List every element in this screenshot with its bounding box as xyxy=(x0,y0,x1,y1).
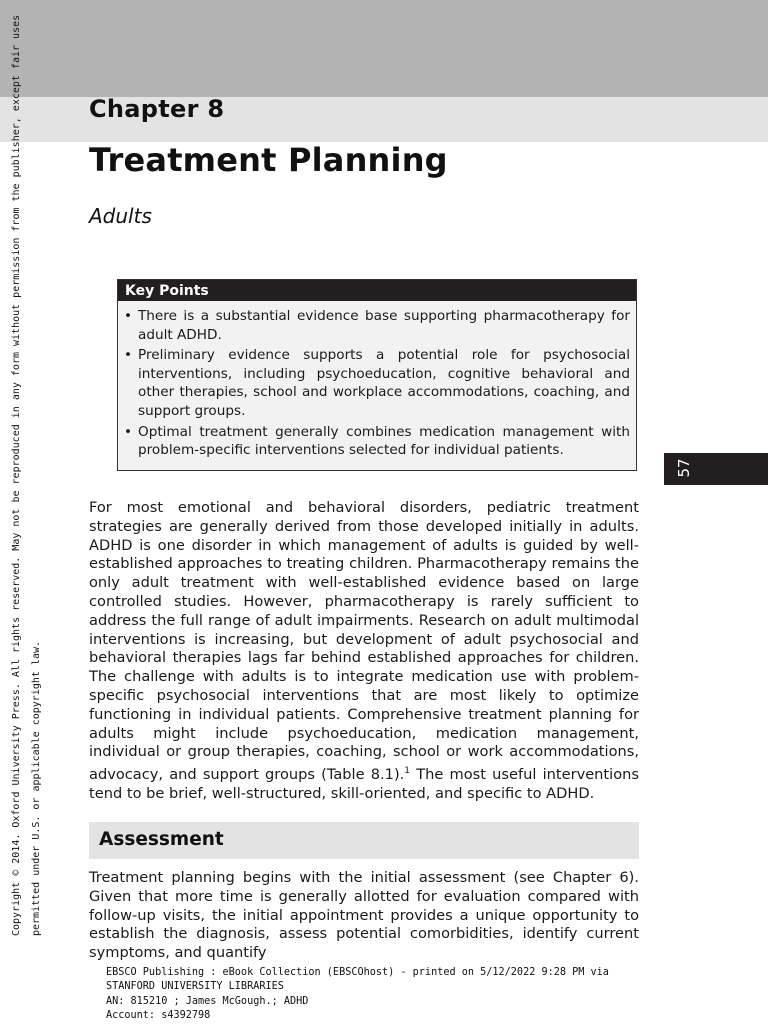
footer-line: AN: 815210 ; James McGough.; ADHD xyxy=(106,995,309,1007)
key-point-text: There is a substantial evidence base supporting pharmacotherapy for adult ADHD. xyxy=(138,308,630,343)
copyright-notice-2: permitted under U.S. or applicable copyright law. xyxy=(31,640,42,936)
bullet-icon: • xyxy=(124,423,133,440)
key-points-list xyxy=(118,301,636,460)
key-point-item xyxy=(124,423,630,460)
copyright-notice: Copyright © 2014. Oxford University Press. All rights reserved. May not be reproduced in any form without permission from the publisher, except fair uses xyxy=(11,14,22,936)
key-point-item xyxy=(124,346,630,420)
footnote-ref: 1 xyxy=(404,766,411,777)
key-point-text: Preliminary evidence supports a potential role for psychosocial interventions, including psychoeducation, cognitive behavioral and other therapies, school and workplace accommodations, coaching, and support groups. xyxy=(138,347,630,419)
key-points-header: Key Points xyxy=(118,280,636,301)
footer-line: Account: s4392798 xyxy=(106,1009,211,1021)
body-paragraph xyxy=(89,499,639,804)
bullet-icon: • xyxy=(124,347,133,364)
key-point-item xyxy=(124,307,630,344)
bullet-icon: • xyxy=(124,308,133,324)
chapter-subtitle: Adults xyxy=(89,204,152,228)
paragraph-text-end: The most useful interventions tend to be brief, well-structured, skill-oriented, and specific to ADHD. xyxy=(89,766,639,802)
key-points-box xyxy=(117,279,637,471)
body-paragraph-assessment: Treatment planning begins with the initial assessment (see Chapter 6). Given that more time is generally allotted for evaluation compared with follow-up visits, the initial appointment provides a unique opportunity to establish the diagnosis, assess potential comorbidities, identify current symptoms, and quantify xyxy=(89,869,639,962)
footer-line: EBSCO Publishing : eBook Collection (EBSCOhost) - printed on 5/12/2022 9:28 PM via xyxy=(106,967,609,978)
section-heading: Assessment xyxy=(99,829,224,850)
paragraph-text: For most emotional and behavioral disorders, pediatric treatment strategies are generally derived from those developed initially in adults. ADHD is one disorder in which management of adults is guided by well-established approaches to treating children. Pharmacotherapy remains the only adult treatment with well-established evidence based on large controlled studies. However, pharmacotherapy is rarely sufficient to address the full range of adult impairments. Research on adult multimodal interventions is increasing, but development of adult psychosocial and behavioral therapies lags far behind established approaches for children. The challenge with adults is to integrate medication use with problem-specific psychosocial interventions that are most likely to optimize functioning in individual patients. Comprehensive treatment planning for adults might include psychoeducation, medication management, individual or group therapies, coaching, school or work accommodations, advocacy, and support groups (Table 8.1). xyxy=(89,499,639,784)
chapter-title: Treatment Planning xyxy=(89,141,448,179)
ebsco-footer xyxy=(106,966,609,1023)
header-band xyxy=(0,0,768,97)
chapter-label: Chapter 8 xyxy=(89,95,225,123)
page-number: 57 xyxy=(675,458,693,478)
key-point-text: Optimal treatment generally combines medication management with problem-specific interventions selected for individual patients. xyxy=(138,423,630,459)
footer-line: STANFORD UNIVERSITY LIBRARIES xyxy=(106,981,284,993)
